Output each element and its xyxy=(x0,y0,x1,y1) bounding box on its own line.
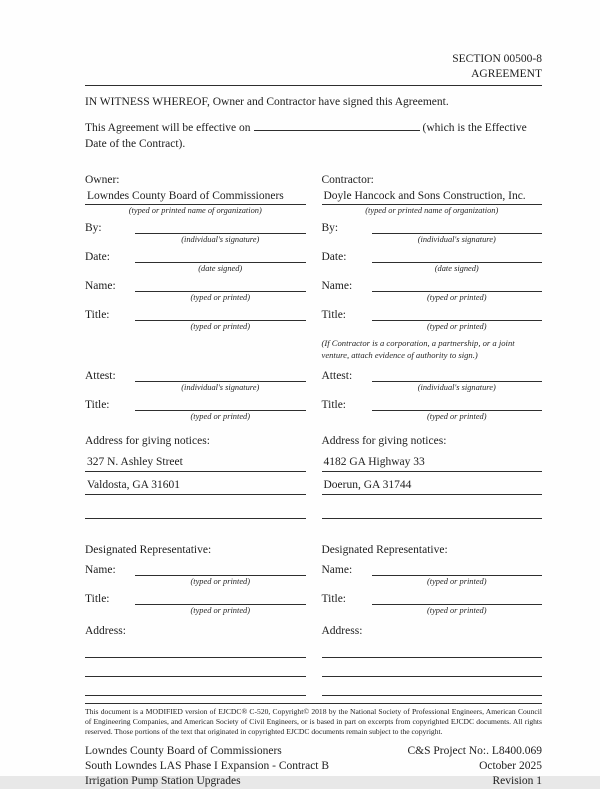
owner-by-caption: (individual's signature) xyxy=(181,235,260,245)
contractor-by-signature-line xyxy=(372,221,543,234)
footer-project-name: South Lowndes LAS Phase I Expansion - Contract B xyxy=(85,759,330,772)
contractor-corporation-note: (If Contractor is a corporation, a partnership, or a joint venture, attach evidence of authority to sign.) xyxy=(321,338,515,361)
contractor-date-caption: (date signed) xyxy=(434,264,479,274)
owner-org-name: Lowndes County Board of Commissioners xyxy=(85,188,306,205)
contractor-designated-heading: Designated Representative: xyxy=(321,544,448,557)
owner-by-label: By: xyxy=(85,222,102,235)
owner-designated-heading: Designated Representative: xyxy=(85,544,212,557)
owner-attest-title-caption: (typed or printed) xyxy=(190,412,251,422)
contractor-by-caption: (individual's signature) xyxy=(417,235,496,245)
owner-org-block xyxy=(85,188,306,216)
contractor-designated-title-label: Title: xyxy=(321,592,347,605)
effective-date-blank-line xyxy=(254,119,420,131)
owner-title-line xyxy=(135,308,306,321)
contractor-attest-line xyxy=(372,369,543,382)
owner-attest-line xyxy=(135,369,306,382)
contractor-date-line xyxy=(372,250,543,263)
contractor-designated-name-caption: (typed or printed) xyxy=(426,576,487,586)
owner-column xyxy=(85,174,306,695)
contractor-date-row xyxy=(322,250,543,274)
contractor-org-name: Doyle Hancock and Sons Construction, Inc. xyxy=(322,188,543,205)
owner-note-spacer xyxy=(85,337,306,364)
owner-title-caption: (typed or printed) xyxy=(190,322,251,332)
ejcdc-copyright-notice: This document is a MODIFIED version of EJCDC® C-520, Copyright© 2018 by the National Society of Professional Engineers, American Council of Engineering Companies, and American Society of Civil Engineers, or is based in part on excerpts from copyrighted EJCDC documents. All rights reserved. Those portions of the text that originated in copyrighted EJCDC documents remain subject to the copyright. xyxy=(85,703,542,737)
contractor-heading: Contractor: xyxy=(321,174,374,187)
page-footer xyxy=(85,744,542,789)
section-title: AGREEMENT xyxy=(471,67,542,80)
footer-project-description: Irrigation Pump Station Upgrades xyxy=(85,775,241,787)
owner-designated-address-blank-2 xyxy=(85,667,306,677)
owner-address-line-1: 327 N. Ashley Street xyxy=(85,456,306,472)
owner-attest-row xyxy=(85,369,306,393)
owner-designated-title-line xyxy=(135,592,306,605)
contractor-designated-address-blank-2 xyxy=(322,667,543,677)
owner-attest-caption: (individual's signature) xyxy=(181,383,260,393)
contractor-title-caption: (typed or printed) xyxy=(426,322,487,332)
owner-attest-title-line xyxy=(135,398,306,411)
owner-address-line-2: Valdosta, GA 31601 xyxy=(85,479,306,495)
owner-designated-address-blank-1 xyxy=(85,648,306,658)
owner-by-row xyxy=(85,221,306,245)
contractor-attest-label: Attest: xyxy=(321,370,353,383)
signature-columns xyxy=(85,174,542,695)
contractor-designated-name-label: Name: xyxy=(321,563,353,576)
contractor-title-row xyxy=(322,308,543,332)
contractor-address-heading: Address for giving notices: xyxy=(321,435,447,448)
contractor-designated-name-line xyxy=(372,563,543,576)
footer-meta-block xyxy=(408,744,543,789)
footer-revision: Revision 1 xyxy=(492,775,542,787)
contractor-attest-title-caption: (typed or printed) xyxy=(426,412,487,422)
owner-title-label: Title: xyxy=(85,309,110,322)
owner-designated-title-caption: (typed or printed) xyxy=(190,605,251,615)
footer-project-block xyxy=(85,744,329,789)
contractor-attest-title-line xyxy=(372,398,543,411)
contractor-by-row xyxy=(322,221,543,245)
contractor-name-label: Name: xyxy=(321,280,353,293)
owner-name-caption: (typed or printed) xyxy=(190,293,251,303)
contractor-designated-title-row xyxy=(322,592,543,616)
contractor-address-line-3-blank xyxy=(322,504,543,519)
owner-name-label: Name: xyxy=(85,280,116,293)
owner-designated-name-row xyxy=(85,563,306,587)
contractor-column xyxy=(322,174,543,695)
contractor-name-caption: (typed or printed) xyxy=(426,293,487,303)
contractor-attest-title-label: Title: xyxy=(321,399,347,412)
effective-date-paragraph xyxy=(85,119,542,152)
footer-owner-name: Lowndes County Board of Commissioners xyxy=(85,744,282,757)
contractor-name-line xyxy=(372,279,543,292)
contractor-org-block xyxy=(322,188,543,216)
contractor-address-line-2: Doerun, GA 31744 xyxy=(322,479,543,495)
owner-attest-title-row xyxy=(85,398,306,422)
owner-designated-address-blank-3 xyxy=(85,686,306,696)
owner-designated-name-label: Name: xyxy=(85,563,116,576)
contractor-designated-address-blank-1 xyxy=(322,648,543,658)
owner-org-caption: (typed or printed name of organization) xyxy=(128,206,262,216)
contractor-address-line-1: 4182 GA Highway 33 xyxy=(322,456,543,472)
contractor-date-label: Date: xyxy=(321,251,347,264)
contractor-org-caption: (typed or printed name of organization) xyxy=(365,206,499,216)
owner-designated-address-label: Address: xyxy=(85,624,126,637)
owner-designated-name-caption: (typed or printed) xyxy=(190,576,251,586)
contractor-name-row xyxy=(322,279,543,303)
owner-date-label: Date: xyxy=(85,251,110,264)
owner-designated-title-row xyxy=(85,592,306,616)
owner-by-signature-line xyxy=(135,221,306,234)
owner-date-line xyxy=(135,250,306,263)
contractor-by-label: By: xyxy=(321,222,339,235)
contractor-attest-row xyxy=(322,369,543,393)
contractor-designated-title-caption: (typed or printed) xyxy=(426,605,487,615)
owner-date-caption: (date signed) xyxy=(198,264,243,274)
owner-heading: Owner: xyxy=(85,174,120,187)
owner-name-line xyxy=(135,279,306,292)
contractor-title-label: Title: xyxy=(321,309,347,322)
owner-designated-name-line xyxy=(135,563,306,576)
owner-attest-title-label: Title: xyxy=(85,399,110,412)
owner-designated-title-label: Title: xyxy=(85,592,110,605)
owner-title-row xyxy=(85,308,306,332)
owner-address-line-3-blank xyxy=(85,504,306,519)
contractor-designated-name-row xyxy=(322,563,543,587)
contractor-designated-address-label: Address: xyxy=(321,624,363,637)
effective-date-prefix: This Agreement will be effective on xyxy=(85,122,251,135)
footer-date: October 2025 xyxy=(479,759,542,772)
document-header xyxy=(85,52,542,86)
section-number: SECTION 00500-8 xyxy=(452,53,542,65)
contractor-attest-caption: (individual's signature) xyxy=(417,383,496,393)
footer-project-number: C&S Project No:. L8400.069 xyxy=(407,744,542,757)
contractor-title-line xyxy=(372,308,543,321)
contractor-attest-title-row xyxy=(322,398,543,422)
owner-date-row xyxy=(85,250,306,274)
witness-paragraph: IN WITNESS WHEREOF, Owner and Contractor have signed this Agreement. xyxy=(85,95,449,108)
owner-attest-label: Attest: xyxy=(85,370,116,383)
owner-address-heading: Address for giving notices: xyxy=(85,435,210,448)
effective-date-suffix: (which is the Effective Date of the Contract). xyxy=(85,122,527,150)
contractor-designated-address-blank-3 xyxy=(322,686,543,696)
contractor-designated-title-line xyxy=(372,592,543,605)
owner-name-row xyxy=(85,279,306,303)
